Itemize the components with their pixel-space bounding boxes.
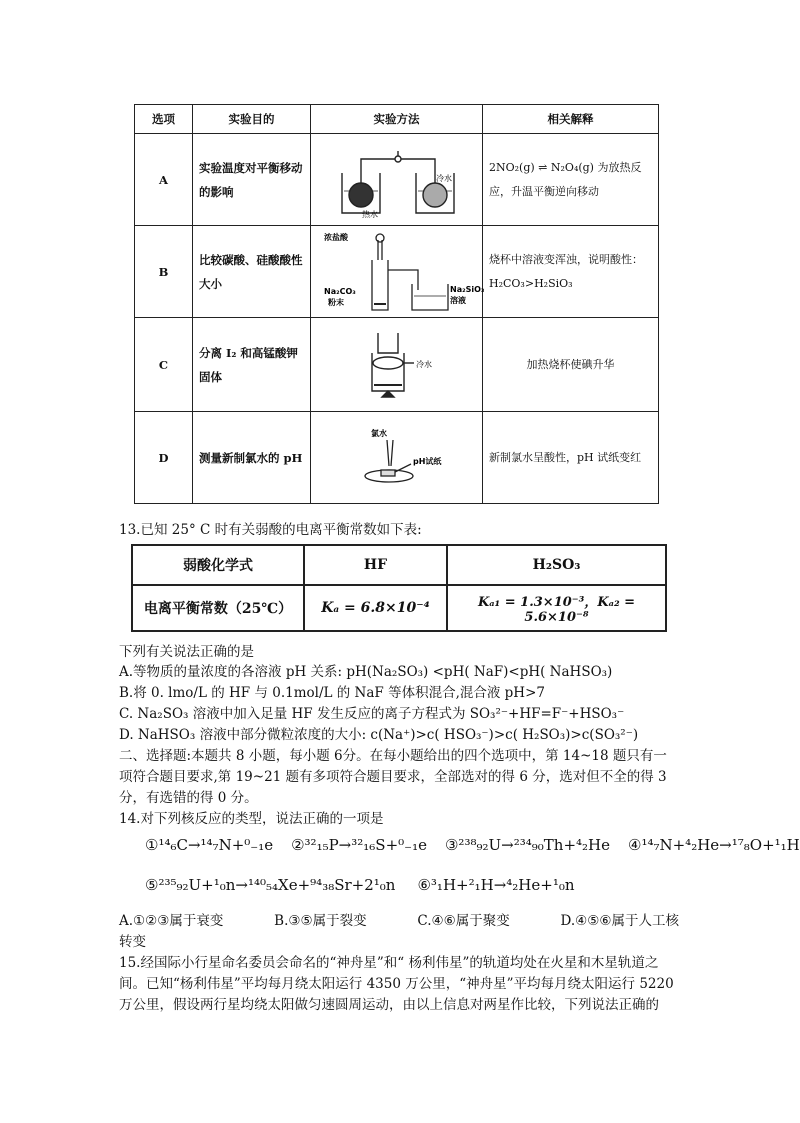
reaction: ⑥³₁H+²₁H→⁴₂He+¹₀n (417, 876, 575, 894)
ka-cell: HF (304, 545, 447, 585)
label-cold-water: 冷水 (415, 359, 432, 369)
option-label: B (135, 226, 193, 318)
reaction-row-1 (145, 836, 800, 854)
q14-option-a: A.①②③属于衰变 (119, 913, 224, 929)
table-row (135, 226, 659, 318)
section2-line: 二、选择题:本题共 8 小题，每小题 6分。在每小题给出的四个选项中，第 14~18 题只有一 (119, 748, 667, 764)
label-cold-water: 冷水 (435, 173, 452, 183)
purpose-line: 固体 (199, 369, 222, 384)
reaction: ②³²₁₅P→³²₁₆S+⁰₋₁e (291, 836, 427, 854)
label-solution: 溶液 (449, 295, 466, 305)
q13-question: 下列有关说法正确的是 (119, 644, 254, 660)
header-explanation: 相关解释 (483, 105, 659, 134)
q13-option-c: C. Na₂SO₃ 溶液中加入足量 HF 发生反应的离子方程式为 SO₃²⁻+HF=F⁻+HSO₃⁻ (119, 706, 625, 722)
label-ph-paper: pH试纸 (412, 456, 441, 466)
ph-paper-diagram (337, 418, 457, 498)
q15-line: 间。已知“杨利伟星”平均每月绕太阳运行 4350 万公里，“神舟星”平均每月绕太阳运行 5220 (119, 976, 674, 992)
label-na2sio3: Na₂SiO₃ (449, 284, 484, 294)
method-figure-c (311, 318, 483, 412)
explanation-line: H₂CO₃>H₂SiO₃ (489, 276, 573, 290)
flask-water-bath-diagram (332, 141, 462, 219)
q13-option-d: D. NaHSO₃ 溶液中部分微粒浓度的大小: c(Na⁺)>c( HSO₃⁻)>c( H₂SO₃)>c(SO₃²⁻) (119, 727, 639, 743)
table-row (135, 134, 659, 226)
header-purpose: 实验目的 (193, 105, 311, 134)
reaction: ④¹⁴₇N+⁴₂He→¹⁷₈O+¹₁H (628, 836, 800, 854)
table-row (132, 545, 666, 585)
purpose-cell (193, 412, 311, 504)
explanation-cell (483, 226, 659, 318)
ka-table (131, 544, 667, 632)
q13-option-b: B.将 0. lmo/L 的 HF 与 0.1mol/L 的 NaF 等体积混合,混合液 pH>7 (119, 685, 545, 701)
purpose-line: 大小 (199, 276, 222, 291)
purpose-line: 的影响 (199, 184, 234, 199)
explanation-line: 加热烧杯使碘升华 (526, 357, 615, 371)
section2-line: 项符合题目要求,第 19~21 题有多项符合题目要求，全部选对的得 6 分，选对但不全的得 3 (119, 769, 667, 785)
table-header-row (135, 105, 659, 134)
q14-option-tail: 转变 (119, 934, 146, 950)
explanation-line: 烧杯中溶液变浑浊，说明酸性： (489, 252, 643, 266)
acid-strength-apparatus-diagram (322, 230, 484, 314)
q14-options (119, 909, 679, 929)
option-label: A (135, 134, 193, 226)
label-na2co3: Na₂CO₃ (323, 286, 356, 296)
q13-stem: 13.已知 25° C 时有关弱酸的电离平衡常数如下表: (119, 522, 422, 538)
purpose-cell (193, 134, 311, 226)
q14-option-b: B.③⑤属于裂变 (274, 913, 367, 929)
explanation-cell (483, 412, 659, 504)
q14-option-c: C.④⑥属于聚变 (417, 913, 510, 929)
ka-cell: 弱酸化学式 (132, 545, 304, 585)
table-row (132, 585, 666, 631)
ka-cell: H₂SO₃ (447, 545, 666, 585)
explanation-line: 新制氯水呈酸性，pH 试纸变红 (489, 450, 642, 464)
label-hot-water: 热水 (361, 209, 378, 219)
reaction: ①¹⁴₆C→¹⁴₇N+⁰₋₁e (145, 836, 274, 854)
reaction-row-2 (145, 876, 575, 894)
q15-line: 15.经国际小行星命名委员会命名的“神舟星”和“ 杨利伟星”的轨道均处在火星和木星轨道之 (119, 955, 659, 971)
purpose-cell (193, 318, 311, 412)
sublimation-apparatus-diagram (342, 325, 452, 405)
purpose-line: 测量新制氯水的 pH (199, 450, 303, 465)
reaction: ⑤²³⁵₉₂U+¹₀n→¹⁴⁰₅₄Xe+⁹⁴₃₈Sr+2¹₀n (145, 876, 396, 894)
explanation-cell (483, 134, 659, 226)
purpose-line: 分离 I₂ 和高锰酸钾 (199, 345, 298, 360)
table-row (135, 412, 659, 504)
label-conc-hcl: 浓盐酸 (323, 232, 348, 242)
option-label: C (135, 318, 193, 412)
purpose-line: 实验温度对平衡移动 (199, 160, 303, 175)
method-figure-a (311, 134, 483, 226)
explanation-line: 2NO₂(g) ⇌ N₂O₄(g) 为放热反 (489, 160, 642, 174)
method-figure-d (311, 412, 483, 504)
experiment-table (134, 104, 659, 504)
label-chlorine-water: 氯水 (370, 428, 387, 438)
ka-cell: Kₐ₁ = 1.3×10⁻³，Kₐ₂ = 5.6×10⁻⁸ (447, 585, 666, 631)
ka-cell: 电离平衡常数（25℃） (132, 585, 304, 631)
header-method: 实验方法 (311, 105, 483, 134)
section2-line: 分，有选错的得 0 分。 (119, 790, 258, 806)
header-option: 选项 (135, 105, 193, 134)
q15-line: 万公里，假设两行星均绕太阳做匀速圆周运动，由以上信息对两星作比较，下列说法正确的 (119, 997, 659, 1013)
q14-stem: 14.对下列核反应的类型，说法正确的一项是 (119, 811, 384, 827)
explanation-line: 应，升温平衡逆向移动 (489, 184, 599, 198)
table-row (135, 318, 659, 412)
purpose-cell (193, 226, 311, 318)
ka-cell: Kₐ = 6.8×10⁻⁴ (304, 585, 447, 631)
q14-option-d: D.④⑤⑥属于人工核 (560, 913, 679, 929)
purpose-line: 比较碳酸、硅酸酸性 (199, 252, 303, 267)
method-figure-b (311, 226, 483, 318)
explanation-cell (483, 318, 659, 412)
reaction: ③²³⁸₉₂U→²³⁴₉₀Th+⁴₂He (444, 836, 610, 854)
q13-option-a: A.等物质的量浓度的各溶液 pH 关系: pH(Na₂SO₃) <pH( NaF)<pH( NaHSO₃) (119, 664, 613, 680)
label-powder: 粉末 (327, 297, 344, 307)
option-label: D (135, 412, 193, 504)
